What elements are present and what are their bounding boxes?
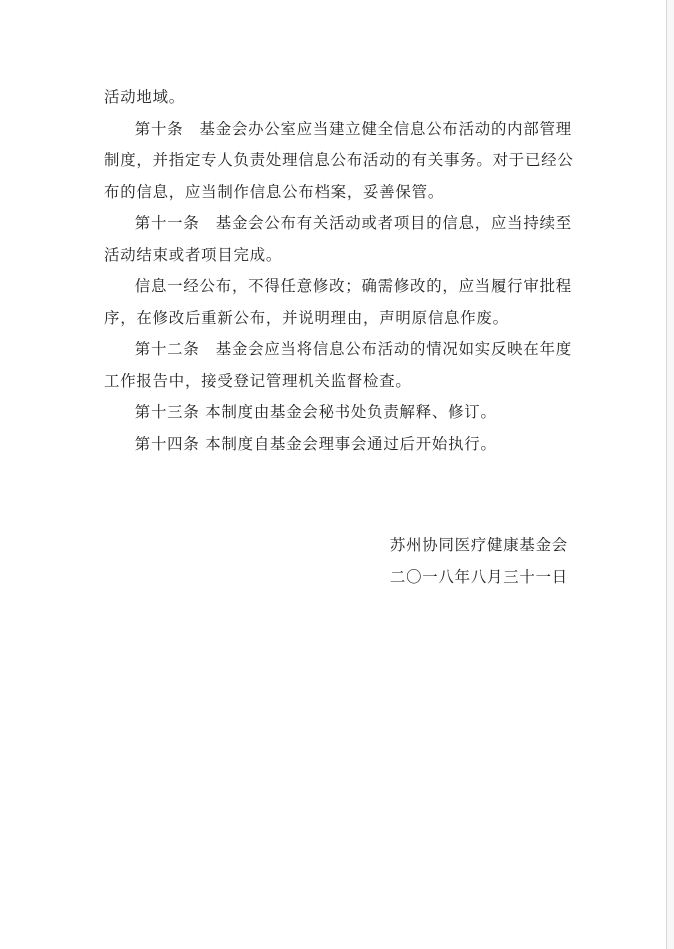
- article-14-paragraph: 第十四条 本制度自基金会理事会通过后开始执行。: [134, 434, 497, 453]
- signature-organization: 苏州协同医疗健康基金会: [389, 536, 568, 554]
- article-13-paragraph: 第十三条 本制度由基金会秘书处负责解释、修订。: [134, 403, 497, 421]
- signature-date: 二〇一八年八月三十一日: [389, 567, 568, 586]
- signature-block: [308, 530, 568, 593]
- article-10-paragraph: 第十条 基金会办公室应当建立健全信息公布活动的内部管理制度，并指定专人负责处理信息公布活动的有关事务。对于已经公布的信息，应当制作信息公布档案，妥善保管。: [104, 119, 574, 201]
- page-gutter: [667, 0, 674, 949]
- article-11-amendment-paragraph: 信息一经公布，不得任意修改；确需修改的，应当履行审批程序，在修改后重新公布，并说明理由，声明原信息作废。: [104, 277, 572, 327]
- article-11-paragraph: 第十一条 基金会公布有关活动或者项目的信息，应当持续至活动结束或者项目完成。: [104, 214, 572, 264]
- paragraph-continuation: 活动地域。: [104, 88, 185, 106]
- article-12-paragraph: 第十二条 基金会应当将信息公布活动的情况如实反映在年度工作报告中，接受登记管理机关监督检查。: [104, 340, 572, 390]
- document-body: [104, 82, 576, 460]
